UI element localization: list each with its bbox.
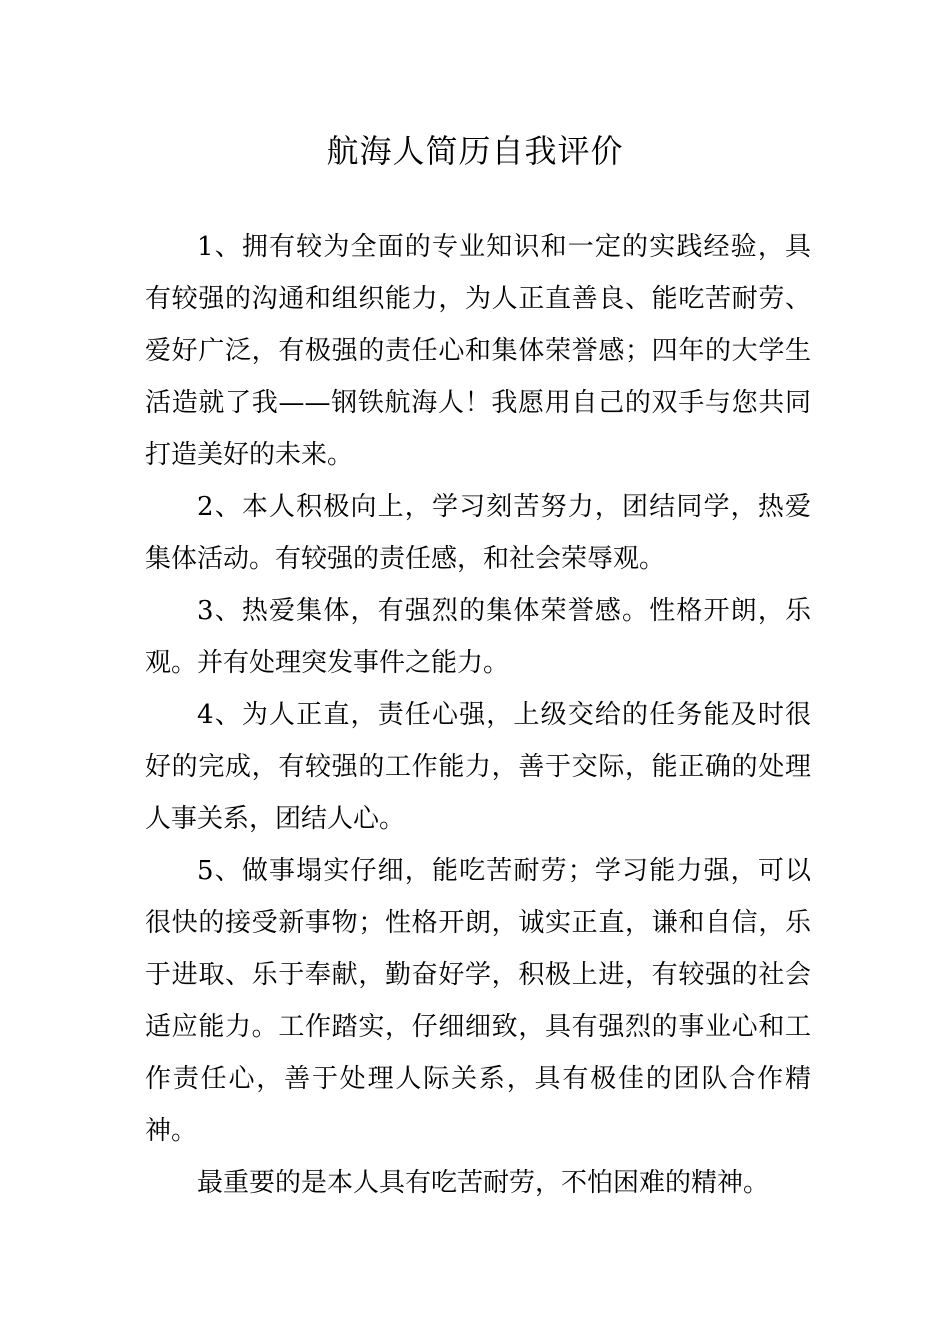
document-title: 航海人简历自我评价	[326, 132, 624, 170]
paragraph-2: 2、本人积极向上，学习刻苦努力，团结同学，热爱集体活动。有较强的责任感，和社会荣辱观。	[145, 492, 811, 574]
paragraph-4: 4、为人正直，责任心强，上级交给的任务能及时很好的完成，有较强的工作能力，善于交际，能正确的处理人事关系，团结人心。	[145, 700, 811, 834]
paragraph-5: 5、做事塌实仔细，能吃苦耐劳；学习能力强，可以很快的接受新事物；性格开朗，诚实正直，谦和自信，乐于进取、乐于奉献，勤奋好学，积极上进，有较强的社会适应能力。工作踏实，仔细细致，具有强烈的事业心和工作责任心，善于处理人际关系，具有极佳的团队合作精神。	[145, 856, 811, 1146]
document-body	[145, 221, 811, 1209]
paragraph-3: 3、热爱集体，有强烈的集体荣誉感。性格开朗，乐观。并有处理突发事件之能力。	[145, 596, 811, 678]
paragraph-closing: 最重要的是本人具有吃苦耐劳，不怕困难的精神。	[197, 1168, 770, 1198]
paragraph-1: 1、拥有较为全面的专业知识和一定的实践经验，具有较强的沟通和组织能力，为人正直善良、能吃苦耐劳、爱好广泛，有极强的责任心和集体荣誉感；四年的大学生活造就了我——钢铁航海人！我愿用自己的双手与您共同打造美好的未来。	[145, 232, 811, 470]
